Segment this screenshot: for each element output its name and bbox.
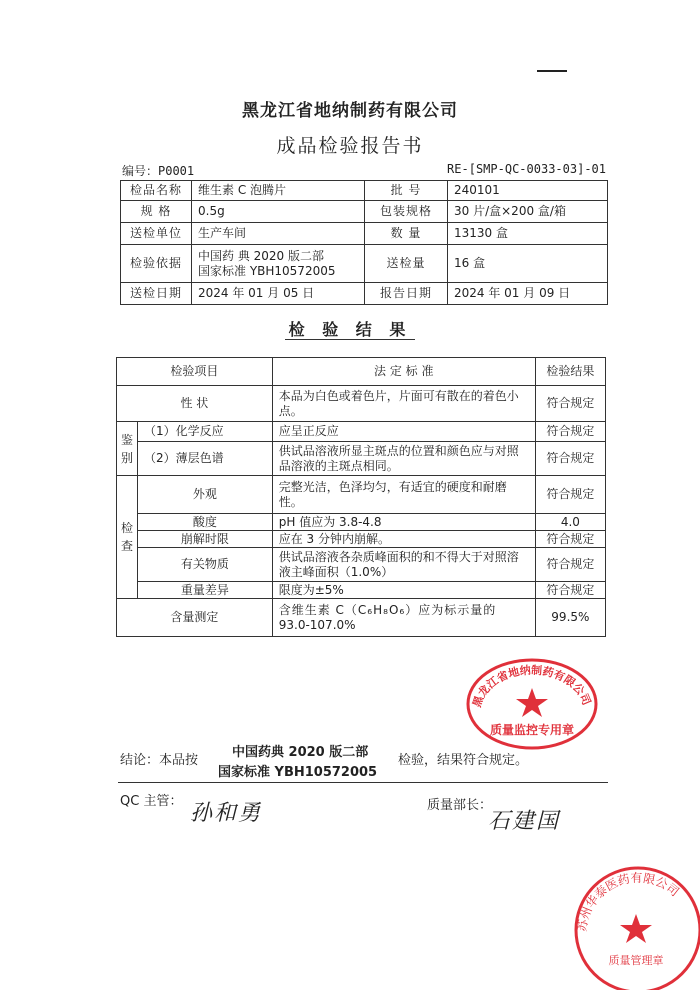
dept-label: 送检单位 [121, 223, 192, 245]
conclusion-basis-1: 中国药典 2020 版二部 [232, 745, 369, 760]
check-group [117, 476, 138, 599]
ident-2-item: （2）薄层色谱 [138, 442, 273, 476]
related-result: 符合规定 [535, 548, 605, 582]
qty-value: 13130 盒 [448, 223, 608, 245]
product-info-table [120, 180, 608, 305]
product-value: 维生素 C 泡腾片 [192, 181, 365, 201]
ident-2-result: 符合规定 [535, 442, 605, 476]
acid-standard: pH 值应为 3.8-4.8 [272, 514, 535, 531]
related-standard: 供试品溶液各杂质峰面积的和不得大于对照溶液主峰面积（1.0%） [272, 548, 535, 582]
weight-item: 重量差异 [138, 582, 273, 599]
report-number: 编号：P0001 [122, 164, 195, 178]
document-code: RE-[SMP-QC-0033-03]-01 [447, 162, 606, 176]
ident-1-item: （1）化学反应 [138, 422, 273, 442]
disint-standard: 应在 3 分钟内崩解。 [272, 531, 535, 548]
spec-value: 0.5g [192, 201, 365, 223]
results-table [116, 357, 606, 637]
quality-management-stamp [568, 862, 700, 990]
look-result: 符合规定 [535, 476, 605, 514]
conclusion-basis-2: 国家标准 YBH10572005 [218, 765, 378, 780]
dept-value: 生产车间 [192, 223, 365, 245]
top-pen-mark [537, 70, 567, 72]
stamp-1-star-icon [516, 688, 548, 717]
quality-control-stamp [462, 652, 602, 752]
col-standard-header: 法 定 标 准 [272, 358, 535, 386]
identification-char-1: 鉴 [120, 432, 133, 447]
disint-result: 符合规定 [535, 531, 605, 548]
conclusion-suffix: 检验，结果符合规定。 [398, 753, 529, 768]
related-item: 有关物质 [138, 548, 273, 582]
pack-value: 30 片/盒×200 盒/箱 [448, 201, 608, 223]
acid-item: 酸度 [138, 514, 273, 531]
stamp-1-center-text: 质量监控专用章 [489, 723, 575, 737]
ident-1-standard: 应呈正反应 [272, 422, 535, 442]
basis-label: 检验依据 [121, 245, 192, 283]
assay-standard-line-2: 93.0-107.0% [278, 617, 356, 632]
assay-standard-line-1: 含维生素 C（C₆H₈O₆）应为标示量的 [278, 602, 497, 617]
weight-standard: 限度为±5% [272, 582, 535, 599]
conclusion-prefix: 结论：本品按 [120, 753, 199, 768]
basis-line-2: 国家标准 YBH10572005 [198, 263, 336, 278]
report-date-value: 2024 年 01 月 09 日 [448, 283, 608, 305]
weight-result: 符合规定 [535, 582, 605, 599]
quality-manager-signature: 石建国 [488, 809, 561, 834]
qty-label: 数 量 [365, 223, 448, 245]
product-label: 检品名称 [121, 181, 192, 201]
conclusion-divider [118, 782, 608, 783]
batch-value: 240101 [448, 181, 608, 201]
basis-value [192, 245, 365, 283]
sample-value: 16 盒 [448, 245, 608, 283]
ident-2-standard: 供试品溶液所显主斑点的位置和颜色应与对照品溶液的主斑点相同。 [272, 442, 535, 476]
assay-result: 99.5% [535, 599, 605, 637]
pack-label: 包装规格 [365, 201, 448, 223]
quality-manager-label: 质量部长： [427, 798, 493, 813]
batch-label: 批 号 [365, 181, 448, 201]
spec-label: 规 格 [121, 201, 192, 223]
look-standard: 完整光洁，色泽均匀，有适宜的硬度和耐磨性。 [272, 476, 535, 514]
assay-standard [272, 599, 535, 637]
results-title [0, 317, 700, 340]
col-result-header: 检验结果 [535, 358, 605, 386]
ident-1-result: 符合规定 [535, 422, 605, 442]
look-item: 外观 [138, 476, 273, 514]
basis-line-1: 中国药 典 2020 版二部 [198, 248, 324, 263]
appearance-result: 符合规定 [535, 386, 605, 422]
disint-item: 崩解时限 [138, 531, 273, 548]
stamp-2-ring-text: 苏州华泰医药有限公司 [574, 870, 682, 933]
check-char-2: 查 [120, 539, 133, 553]
appearance-standard: 本品为白色或着色片，片面可有散在的着色小点。 [272, 386, 535, 422]
company-name: 黑龙江省地纳制药有限公司 [242, 101, 458, 121]
assay-item: 含量测定 [117, 599, 273, 637]
check-char-1: 检 [120, 521, 133, 535]
qc-supervisor-label: QC 主管： [120, 794, 183, 809]
stamp-2-center-text: 质量管理章 [608, 954, 664, 967]
col-item-header: 检验项目 [117, 358, 273, 386]
identification-char-2: 别 [120, 450, 133, 465]
results-title-text: 检 验 结 果 [285, 320, 416, 340]
submit-date-value: 2024 年 01 月 05 日 [192, 283, 365, 305]
submit-date-label: 送检日期 [121, 283, 192, 305]
qc-supervisor-signature: 孙和勇 [190, 801, 263, 826]
appearance-item: 性 状 [117, 386, 273, 422]
stamp-1-ring-text: 黑龙江省地纳制药有限公司 [470, 663, 594, 709]
identification-group [117, 422, 138, 476]
report-date-label: 报告日期 [365, 283, 448, 305]
svg-text:苏州华泰医药有限公司 [575, 871, 682, 933]
stamp-2-star-icon [620, 914, 652, 943]
sample-label: 送检量 [365, 245, 448, 283]
acid-result: 4.0 [535, 514, 605, 531]
document-title: 成品检验报告书 [276, 135, 424, 157]
